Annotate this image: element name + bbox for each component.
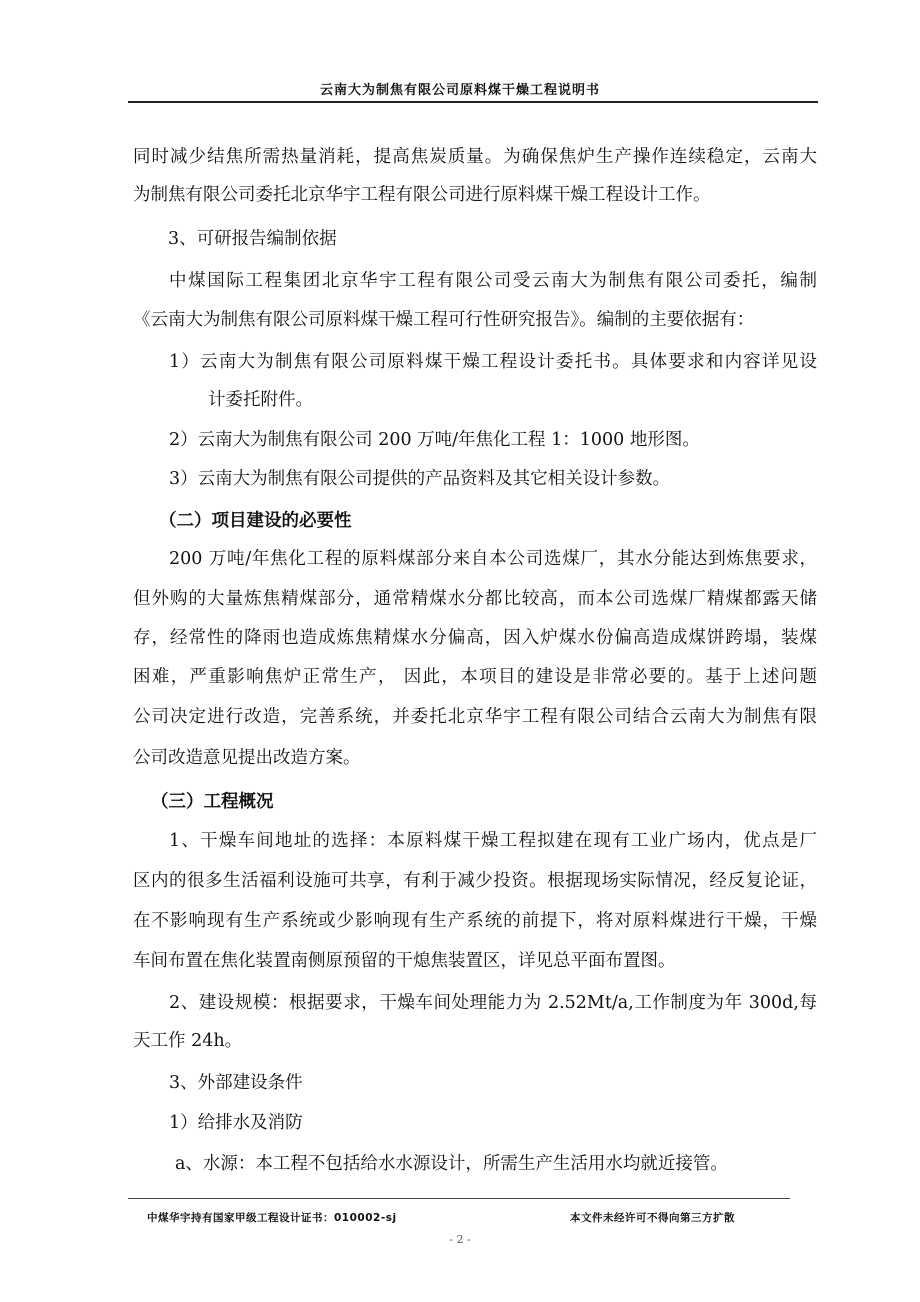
paragraph-line: 存，经常性的降雨也造成炼焦精煤水分偏高，因入炉煤水份偏高造成煤饼跨塌，装煤 xyxy=(133,628,817,648)
section-heading: （三）工程概况 xyxy=(151,792,274,812)
footer-confidentiality-text: 本文件未经许可不得向第三方扩散 xyxy=(570,1212,735,1224)
paragraph-line: 公司改造意见提出改造方案。 xyxy=(133,748,361,768)
paragraph-line: 公司决定进行改造，完善系统，并委托北京华宇工程有限公司结合云南大为制焦有限 xyxy=(133,707,817,727)
paragraph-line: 同时减少结焦所需热量消耗，提高焦炭质量。为确保焦炉生产操作连续稳定，云南大 xyxy=(133,147,817,167)
list-item: 2）云南大为制焦有限公司 200 万吨/年焦化工程 1：1000 地形图。 xyxy=(169,430,700,450)
header-divider xyxy=(128,101,818,103)
section-heading: 3、可研报告编制依据 xyxy=(168,229,337,249)
paragraph-line: 困难，严重影响焦炉正常生产， 因此，本项目的建设是非常必要的。基于上述问题 xyxy=(133,667,817,687)
paragraph-line: 200 万吨/年焦化工程的原料煤部分来自本公司选煤厂，其水分能达到炼焦要求， xyxy=(169,549,817,569)
paragraph-line: 2、建设规模：根据要求，干燥车间处理能力为 2.52Mt/a,工作制度为年 300d,每 xyxy=(169,993,817,1013)
paragraph-line: 区内的很多生活福利设施可共享，有利于减少投资。根据现场实际情况，经反复论证， xyxy=(133,871,817,891)
paragraph-line: 但外购的大量炼焦精煤部分，通常精煤水分都比较高，而本公司选煤厂精煤都露天储 xyxy=(133,589,817,609)
paragraph-line: 1、干燥车间地址的选择：本原料煤干燥工程拟建在现有工业广场内，优点是厂 xyxy=(169,831,817,851)
paragraph-line: 中煤国际工程集团北京华宇工程有限公司受云南大为制焦有限公司委托，编制 xyxy=(169,271,817,291)
list-item: 1）云南大为制焦有限公司原料煤干燥工程设计委托书。具体要求和内容详见设 xyxy=(169,352,817,372)
list-item-continuation: 计委托附件。 xyxy=(208,390,313,410)
section-heading: （二）项目建设的必要性 xyxy=(159,511,352,531)
paragraph-line: 车间布置在焦化装置南侧原预留的干熄焦装置区，详见总平面布置图。 xyxy=(133,951,676,971)
paragraph-line: 为制焦有限公司委托北京华宇工程有限公司进行原料煤干燥工程设计工作。 xyxy=(133,185,711,205)
paragraph-line: a、水源：本工程不包括给水水源设计，所需生产生活用水均就近接管。 xyxy=(175,1154,728,1174)
list-item: 3）云南大为制焦有限公司提供的产品资料及其它相关设计参数。 xyxy=(169,469,671,489)
footer-divider xyxy=(128,1198,790,1199)
footer-certificate-text: 中煤华宇持有国家甲级工程设计证书：010002-sj xyxy=(147,1212,397,1224)
paragraph-line: 《云南大为制焦有限公司原料煤干燥工程可行性研究报告》。编制的主要依据有： xyxy=(133,310,755,330)
list-item: 1）给排水及消防 xyxy=(169,1113,303,1133)
paragraph-line: 在不影响现有生产系统或少影响现有生产系统的前提下，将对原料煤进行干燥，干燥 xyxy=(133,911,817,931)
document-header-title: 云南大为制焦有限公司原料煤干燥工程说明书 xyxy=(319,83,600,98)
page-number: - 2 - xyxy=(449,1233,471,1246)
section-heading: 3、外部建设条件 xyxy=(169,1073,303,1093)
paragraph-line: 天工作 24h。 xyxy=(133,1031,243,1051)
